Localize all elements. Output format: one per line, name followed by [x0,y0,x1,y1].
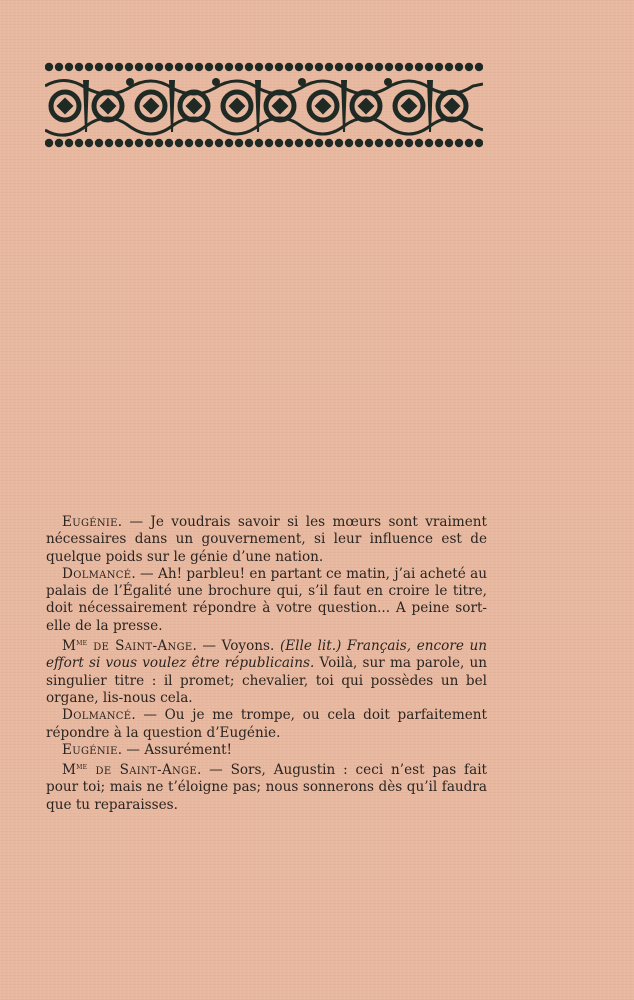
speech-text: Je voudrais savoir si les mœurs sont vraiment nécessaires dans un gouvernement, si leur influence est de quelque poids sur le génie d’une nation. [46,514,487,565]
dialogue-text [46,514,487,814]
decorative-frieze-ornament [45,60,483,150]
speech-text: Ou je me trompe, ou cela doit parfaitement répondre à la question d’Eugénie. [46,707,488,741]
italic-title: (Elle lit.) Français, encore un effort si vous voulez être républicains. [46,638,487,672]
bead-row-top [45,63,483,71]
speaker-name: Dolmancé [62,707,132,724]
speech-text: Ah! parbleu! en partant ce matin, j’ai acheté au palais de l’Égalité une brochure qui, s’il faut en croire le titre, doit nécessairement répondre à votre question... A peine sort-elle de la presse. [46,565,487,634]
speaker-name: Dolmancé [62,565,132,582]
speaker-name: Eugénie [62,514,118,530]
rosette-centers [57,78,461,132]
speaker-name: $M^{me}$ de Saint-Ange [62,638,193,655]
dialogue-line-eugenie-1: Eugénie. — Je voudrais savoir si les mœurs sont vraiment nécessaires dans un gouvernement, si leur influence est de quelque poids sur le génie d’une nation. [46,514,487,565]
dialogue-line-dolmance-1: Dolmancé. — Ah! parbleu! en partant ce matin, j’ai acheté au palais de l’Égalité une brochure qui, s’il faut en croire le titre, doit nécessairement répondre à votre question... A peine sort-elle de la presse. [46,565,487,634]
dialogue-line-eugenie-2: Eugénie. — Assurément! [62,741,232,758]
speaker-name: Eugénie [62,741,118,758]
dialogue-line-saint-ange-2: $M^{me}$ de Saint-Ange. — Sors, Augustin : ceci n’est pas fait pour toi; mais ne t’éloigne pas; nous sonnerons dès qu’il faudra que tu reparaisses. [46,762,488,813]
speech-text: Voilà, sur ma parole, un singulier titre : il promet; chevalier, toi qui possèdes un bel organe, lis-nous cela. [46,655,487,706]
speech-text: Voyons. [221,638,280,655]
speech-text: Assurément! [144,741,232,758]
dialogue-line-saint-ange-1: $M^{me}$ de Saint-Ange. — Voyons. (Elle lit.) Français, encore un effort si vous voulez être républicains. Voilà, sur ma parole, un singulier titre : il promet; chevalier, toi qui possèdes un bel organe, lis-nous cela. [46,638,487,706]
speech-text: Sors, Augustin : ceci n’est pas fait pour toi; mais ne t’éloigne pas; nous sonnerons dès qu’il faudra que tu reparaisses. [46,762,488,813]
bead-row-bottom [45,139,483,147]
speaker-name: $M^{me}$ de Saint-Ange [62,762,197,779]
dialogue-line-dolmance-2: Dolmancé. — Ou je me trompe, ou cela doit parfaitement répondre à la question d’Eugénie. [46,707,488,741]
